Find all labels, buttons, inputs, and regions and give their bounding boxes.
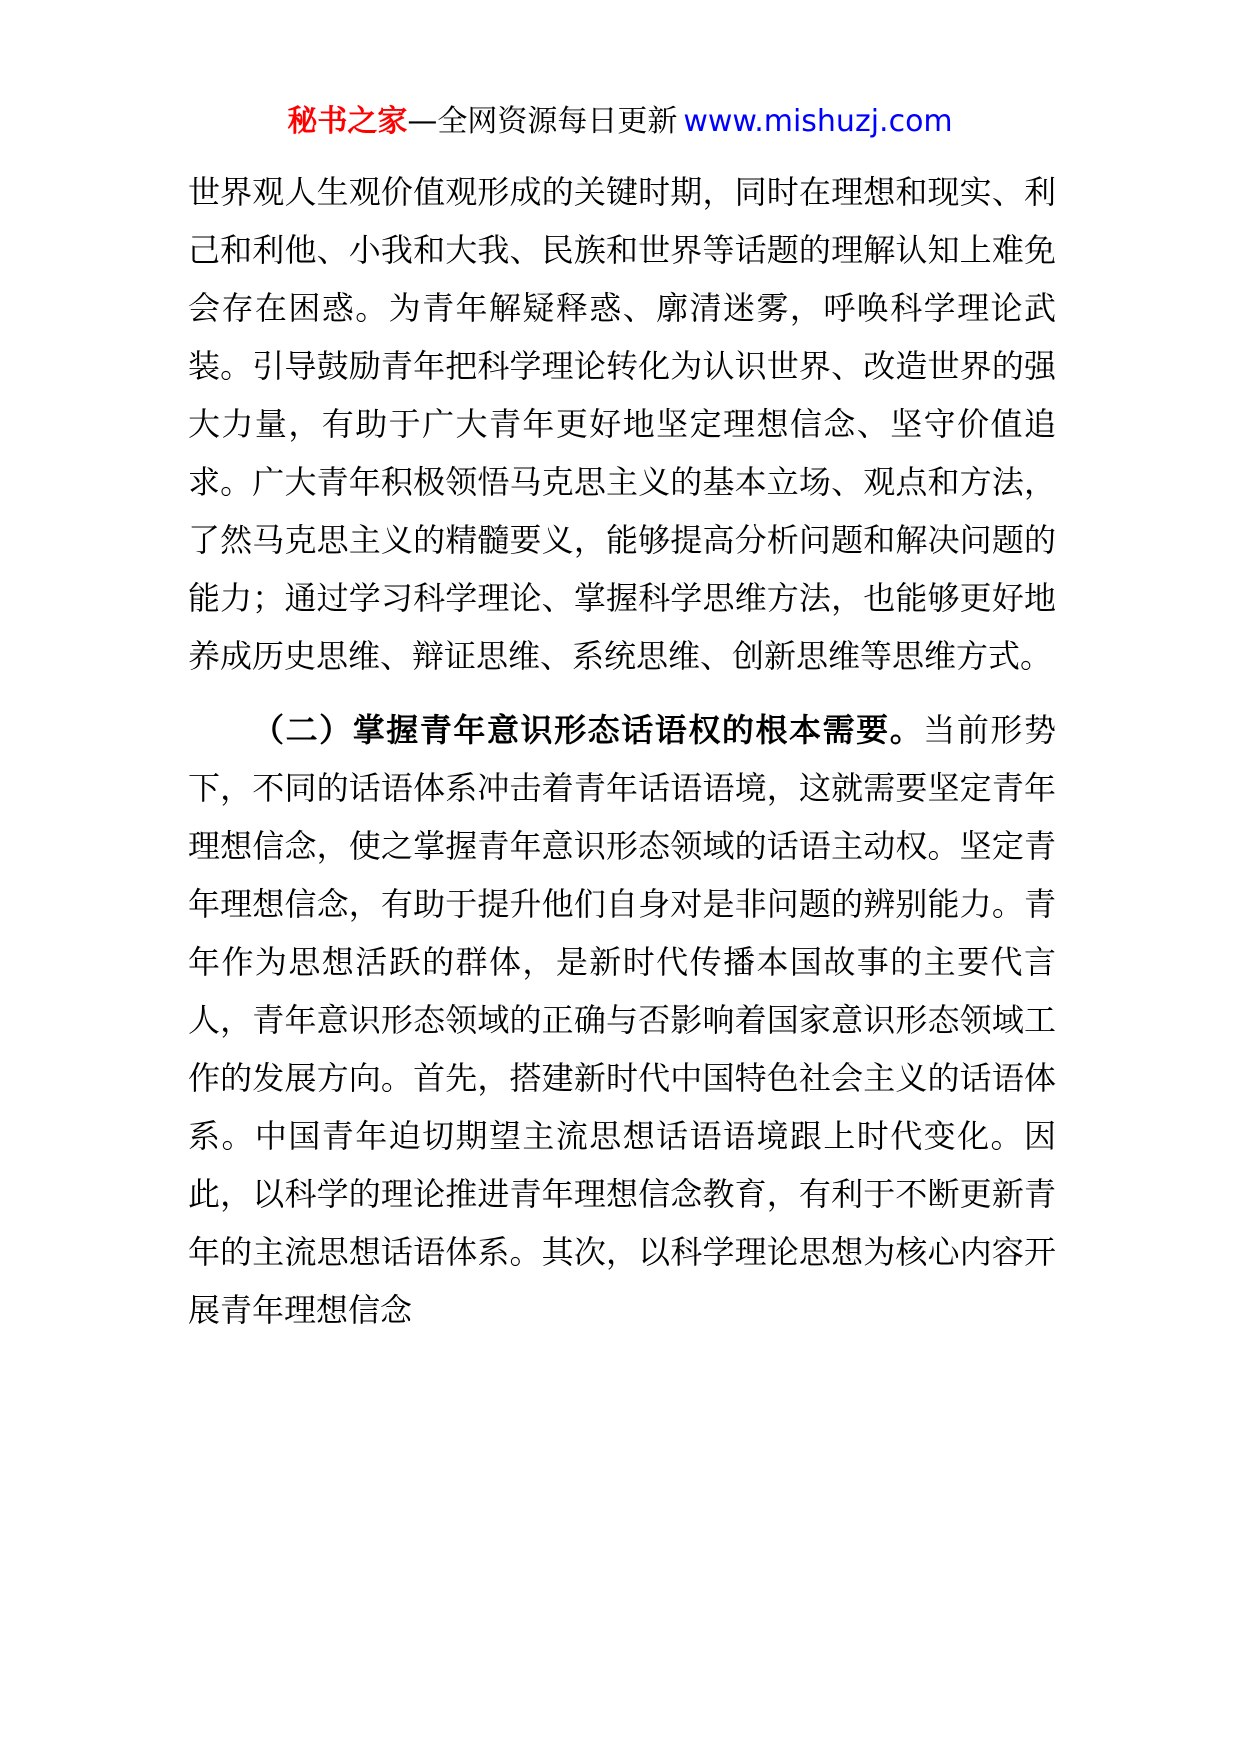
website-link[interactable]: www.mishuzj.com [683,104,953,139]
header-tagline: —全网资源每日更新 [407,104,678,139]
paragraph: 世界观人生观价值观形成的关键时期，同时在理想和现实、利己和利他、小我和大我、民族和世界等话题的理解认知上难免会存在困惑。为青年解疑释惑、廓清迷雾，呼唤科学理论武装。引导鼓励青年把科学理论转化为认识世界、改造世界的强大力量，有助于广大青年更好地坚定理想信念、坚守价值追求。广大青年积极领悟马克思主义的基本立场、观点和方法，了然马克思主义的精髓要义，能够提高分析问题和解决问题的能力；通过学习科学理论、掌握科学思维方法，也能够更好地养成历史思维、辩证思维、系统思维、创新思维等思维方式。 [188,173,1056,675]
brand-name: 秘书之家 [287,104,408,139]
document-body [188,163,1056,1339]
header-watermark [0,100,1240,144]
paragraph [188,701,1056,1339]
paragraph-text: 当前形势下，不同的话语体系冲击着青年话语语境，这就需要坚定青年理想信念，使之掌握青年意识形态领域的话语主动权。坚定青年理想信念，有助于提升他们自身对是非问题的辨别能力。青年作为思想活跃的群体，是新时代传播本国故事的主要代言人，青年意识形态领域的正确与否影响着国家意识形态领域工作的发展方向。首先，搭建新时代中国特色社会主义的话语体系。中国青年迫切期望主流思想话语语境跟上时代变化。因此，以科学的理论推进青年理想信念教育，有利于不断更新青年的主流思想话语体系。其次，以科学理论思想为核心内容开展青年理想信念 [188,711,1056,1329]
section-heading: （二）掌握青年意识形态话语权的根本需要。 [252,711,924,749]
